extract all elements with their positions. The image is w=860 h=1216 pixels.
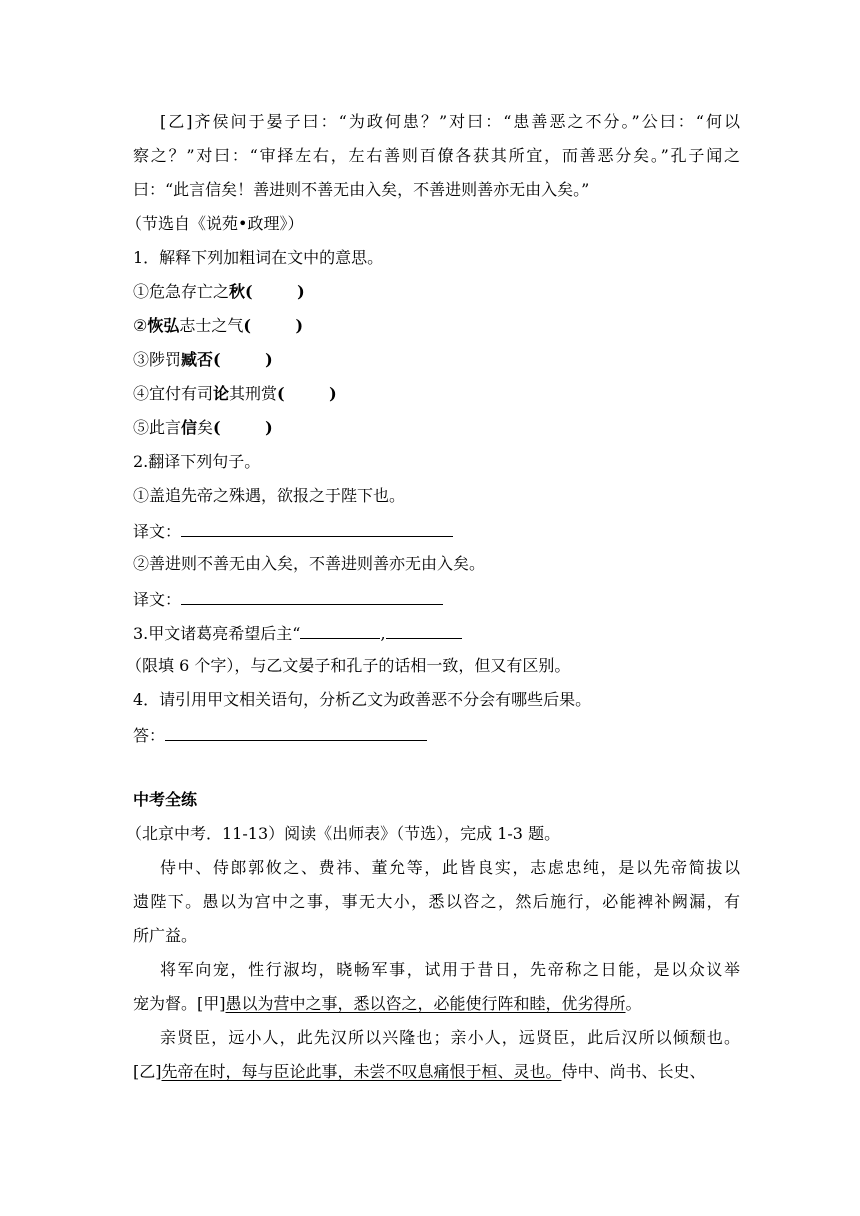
q2-sentence-1: ①盖追先帝之殊遇，欲报之于陛下也。 xyxy=(133,486,406,505)
q2-translation-1-label: 译文： xyxy=(133,522,182,541)
q1-item-3-answer-blank[interactable]: ( ) xyxy=(213,350,273,369)
underlined-sentence-jia: 愚以为营中之事，悉以咨之，必能使行阵和睦，优劣得所 xyxy=(225,994,626,1013)
q1-item-4-answer-blank[interactable]: ( ) xyxy=(277,384,337,403)
chushibiao-p3-line-2-post: 侍中、尚书、长史、 xyxy=(561,1062,706,1081)
q4-prompt: 4．请引用甲文相关语句，分析乙文为政善恶不分会有哪些后果。 xyxy=(133,690,592,709)
q4-answer-label: 答： xyxy=(133,726,166,745)
q1-item-5-pre: ⑤此言 xyxy=(133,418,182,437)
q3-prompt-pre: 3.甲文诸葛亮希望后主“ xyxy=(133,624,301,643)
q1-item-4-bold-word: 论 xyxy=(213,384,230,403)
chushibiao-p2-line-2-pre: 宠为督。[甲] xyxy=(133,994,226,1013)
q1-item-1-answer-blank[interactable]: ( ) xyxy=(245,282,305,301)
q1-item-5-answer-blank[interactable]: ( ) xyxy=(213,418,273,437)
chushibiao-p1-line-1: 侍中、侍郎郭攸之、费祎、董允等，此皆良实，志虑忠纯，是以先帝简拔以 xyxy=(160,858,740,877)
q2-translation-1-blank[interactable] xyxy=(181,520,453,537)
q1-item-4 xyxy=(133,384,337,404)
q1-item-3-bold-word: 臧否 xyxy=(181,350,214,369)
chushibiao-p1-line-2: 遗陛下。愚以为宫中之事，事无大小，悉以咨之，然后施行，必能裨补阙漏，有 xyxy=(133,892,740,911)
q1-item-5-bold-word: 信 xyxy=(181,418,198,437)
q1-item-2-post: 志士之气 xyxy=(179,316,244,335)
q1-item-2 xyxy=(133,316,303,336)
passage-yi-line-1: [乙]齐侯问于晏子曰：“为政何患？”对曰：“患善恶之不分。”公曰：“何以 xyxy=(160,112,740,131)
q1-item-3 xyxy=(133,350,273,370)
q1-item-4-pre: ④宜付有司 xyxy=(133,384,214,403)
q1-item-2-pre: ② xyxy=(133,316,148,335)
q3-comma: , xyxy=(380,624,386,643)
chushibiao-p2-line-2 xyxy=(133,994,642,1014)
q2-sentence-2: ②善进则不善无由入矣，不善进则善亦无由入矣。 xyxy=(133,554,486,573)
q4-answer-blank[interactable] xyxy=(165,724,427,741)
q1-item-4-post: 其刑赏 xyxy=(229,384,278,403)
q2-translation-2 xyxy=(133,588,443,610)
q2-translation-2-blank[interactable] xyxy=(181,588,443,605)
chushibiao-p1-line-3: 所广益。 xyxy=(133,926,198,945)
q3-line-1 xyxy=(133,622,462,644)
passage-yi-source: （节选自《说苑•政理》） xyxy=(126,214,304,233)
chushibiao-p2-line-2-post: 。 xyxy=(625,994,642,1013)
q2-prompt: 2.翻译下列句子。 xyxy=(133,452,261,471)
q3-blank-2[interactable] xyxy=(386,622,462,639)
q1-item-2-answer-blank[interactable]: ( ) xyxy=(243,316,304,335)
q1-prompt: 1．解释下列加粗词在文中的意思。 xyxy=(133,248,384,267)
chushibiao-p3-line-1: 亲贤臣，远小人，此先汉所以兴隆也；亲小人，远贤臣，此后汉所以倾颓也。 xyxy=(160,1028,740,1047)
chushibiao-p3-line-2-pre: [乙] xyxy=(133,1062,162,1081)
passage-yi-line-2: 察之？”对曰：“审择左右，左右善则百僚各获其所宜，而善恶分矣。”孔子闻之 xyxy=(133,146,740,165)
section-intro: （北京中考．11-13）阅读《出师表》（节选），完成 1-3 题。 xyxy=(126,824,561,843)
chushibiao-p2-line-1: 将军向宠，性行淑均，晓畅军事，试用于昔日，先帝称之日能，是以众议举 xyxy=(160,960,740,979)
q1-item-1-pre: ①危急存亡之 xyxy=(133,282,230,301)
q3-blank-1[interactable] xyxy=(300,622,380,639)
q2-translation-2-label: 译文： xyxy=(133,590,182,609)
passage-yi-line-3: 曰：“此言信矣！善进则不善无由入矣，不善进则善亦无由入矣。” xyxy=(133,180,590,199)
underlined-sentence-yi: 先帝在时，每与臣论此事，未尝不叹息痛恨于桓、灵也。 xyxy=(161,1062,562,1081)
section-title: 中考全练 xyxy=(133,790,198,809)
q1-item-1-bold-word: 秋 xyxy=(229,282,246,301)
q1-item-1 xyxy=(133,282,305,302)
q1-item-3-pre: ③陟罚 xyxy=(133,350,182,369)
chushibiao-p3-line-2 xyxy=(133,1062,706,1082)
q1-item-2-bold-word: 恢弘 xyxy=(147,316,180,335)
q2-translation-1 xyxy=(133,520,453,542)
q4-answer xyxy=(133,724,427,746)
q3-line-2: （限填 6 个字），与乙文晏子和孔子的话相一致，但又有区别。 xyxy=(126,656,571,675)
q1-item-5 xyxy=(133,418,273,438)
q1-item-5-post: 矣 xyxy=(197,418,214,437)
